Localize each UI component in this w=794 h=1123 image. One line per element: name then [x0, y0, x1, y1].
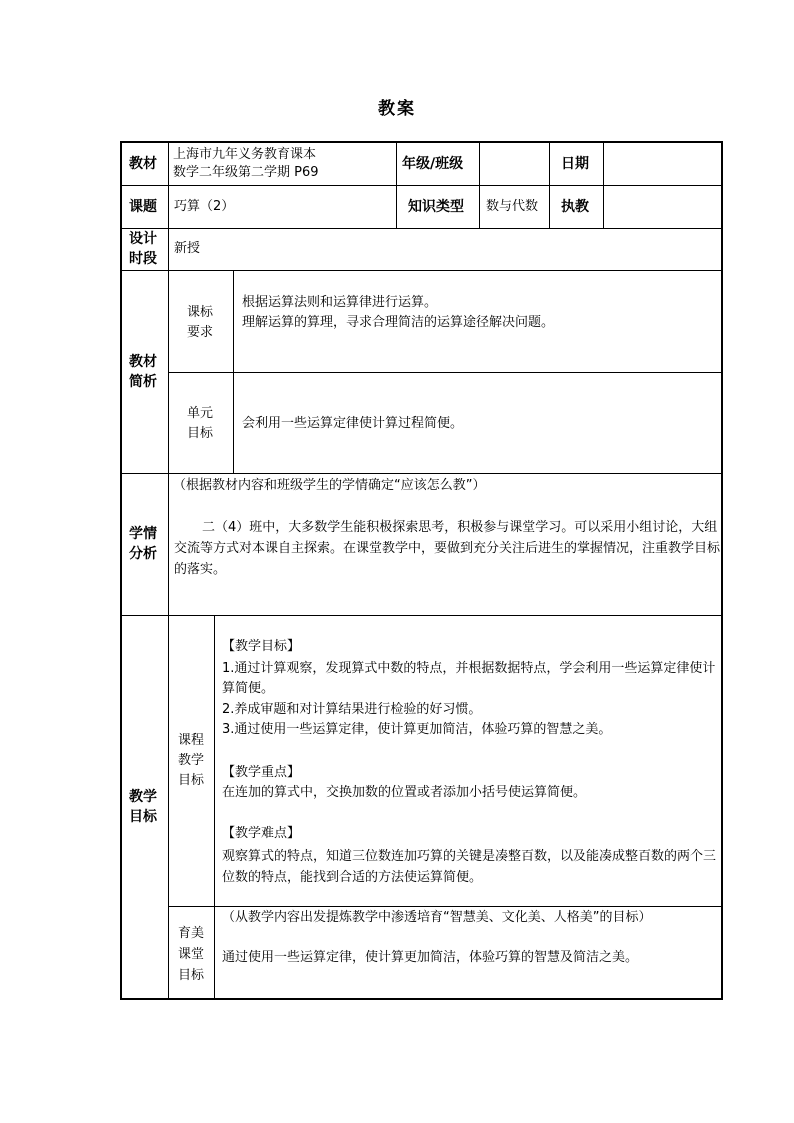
- course-label-line-3: 目标: [178, 773, 205, 788]
- col-divider: [233, 270, 234, 473]
- textbook-line-2: 数学二年级第二学期 P69: [173, 165, 319, 180]
- textbook-label: 教材: [129, 156, 157, 172]
- goals-label-line-1: 教学: [129, 789, 157, 805]
- standard-label-line-2: 要求: [187, 325, 214, 340]
- knowledge-type-value: 数与代数: [486, 199, 539, 214]
- analysis-label-line-2: 简析: [129, 374, 157, 390]
- beauty-label-line-3: 目标: [178, 968, 205, 983]
- analysis-label-line-1: 教材: [129, 354, 157, 370]
- row-divider: [121, 228, 722, 229]
- period-value: 新授: [174, 241, 201, 256]
- beauty-goal-text: 通过使用一些运算定律，使计算更加简洁，体验巧算的智慧及简洁之美。: [222, 950, 639, 965]
- textbook-line-1: 上海市九年义务教育课本: [173, 147, 317, 162]
- objective-1: 1.通过计算观察，发现算式中数的特点，并根据数据特点，学会利用一些运算定律使计算简便。: [222, 661, 716, 696]
- course-label-line-1: 课程: [178, 733, 205, 748]
- grade-label: 年级/班级: [402, 156, 464, 172]
- col-divider: [549, 142, 550, 228]
- beauty-label-line-1: 育美: [178, 926, 205, 941]
- row-divider: [168, 906, 722, 907]
- col-divider: [396, 142, 397, 228]
- standard-label-line-1: 课标: [187, 305, 214, 320]
- period-label-line-2: 时段: [129, 251, 157, 267]
- objective-2: 2.养成审题和对计算结果进行检验的好习惯。: [222, 702, 482, 717]
- unit-label-line-1: 单元: [187, 406, 214, 421]
- objective-3: 3.通过使用一些运算定律，使计算更加简洁，体验巧算的智慧之美。: [222, 722, 612, 737]
- key-point-heading: 【教学重点】: [222, 765, 301, 780]
- learning-body: 二（4）班中，大多数学生能积极探索思考，积极参与课堂学习。可以采用小组讨论，大组交流等方式对本课自主探索。在课堂教学中，要做到充分关注后进生的掌握情况，注重教学目标的落实。: [174, 520, 721, 577]
- course-label-line-2: 教学: [178, 753, 205, 768]
- standard-text-line-1: 根据运算法则和运算律进行运算。: [242, 295, 438, 310]
- difficulty-heading: 【教学难点】: [222, 826, 301, 841]
- col-divider: [603, 142, 604, 228]
- col-divider: [479, 142, 480, 228]
- learning-label-line-2: 分析: [129, 546, 157, 562]
- learning-label-line-1: 学情: [129, 526, 157, 542]
- row-divider: [121, 270, 722, 271]
- teacher-label: 执教: [561, 199, 589, 215]
- col-divider: [214, 615, 215, 999]
- difficulty-text: 观察算式的特点，知道三位数连加巧算的关键是凑整百数，以及能凑成整百数的两个三位数的特点，能找到合适的方法使运算简便。: [222, 849, 717, 885]
- col-divider: [168, 142, 169, 228]
- topic-value: 巧算（2）: [174, 199, 235, 214]
- objectives-heading: 【教学目标】: [222, 639, 301, 654]
- row-divider: [121, 473, 722, 474]
- unit-goal-text: 会利用一些运算定律使计算过程简便。: [242, 416, 464, 431]
- date-label: 日期: [561, 156, 589, 172]
- beauty-hint: （从教学内容出发提炼教学中渗透培育“智慧美、文化美、人格美”的目标）: [222, 910, 652, 925]
- standard-text-line-2: 理解运算的算理，寻求合理简洁的运算途径解决问题。: [242, 315, 555, 330]
- row-divider: [121, 185, 722, 186]
- unit-label-line-2: 目标: [187, 426, 214, 441]
- key-point-text: 在连加的算式中，交换加数的位置或者添加小括号使运算简便。: [222, 785, 587, 800]
- document-title: 教案: [378, 99, 416, 119]
- beauty-label-line-2: 课堂: [178, 947, 205, 962]
- col-divider: [168, 228, 169, 999]
- period-label-line-1: 设计: [129, 231, 157, 247]
- knowledge-type-label: 知识类型: [408, 199, 464, 215]
- learning-hint: （根据教材内容和班级学生的学情确定“应该怎么教”）: [173, 478, 486, 493]
- goals-label-line-2: 目标: [129, 809, 157, 825]
- row-divider: [168, 372, 722, 373]
- topic-label: 课题: [129, 199, 157, 215]
- row-divider: [121, 615, 722, 616]
